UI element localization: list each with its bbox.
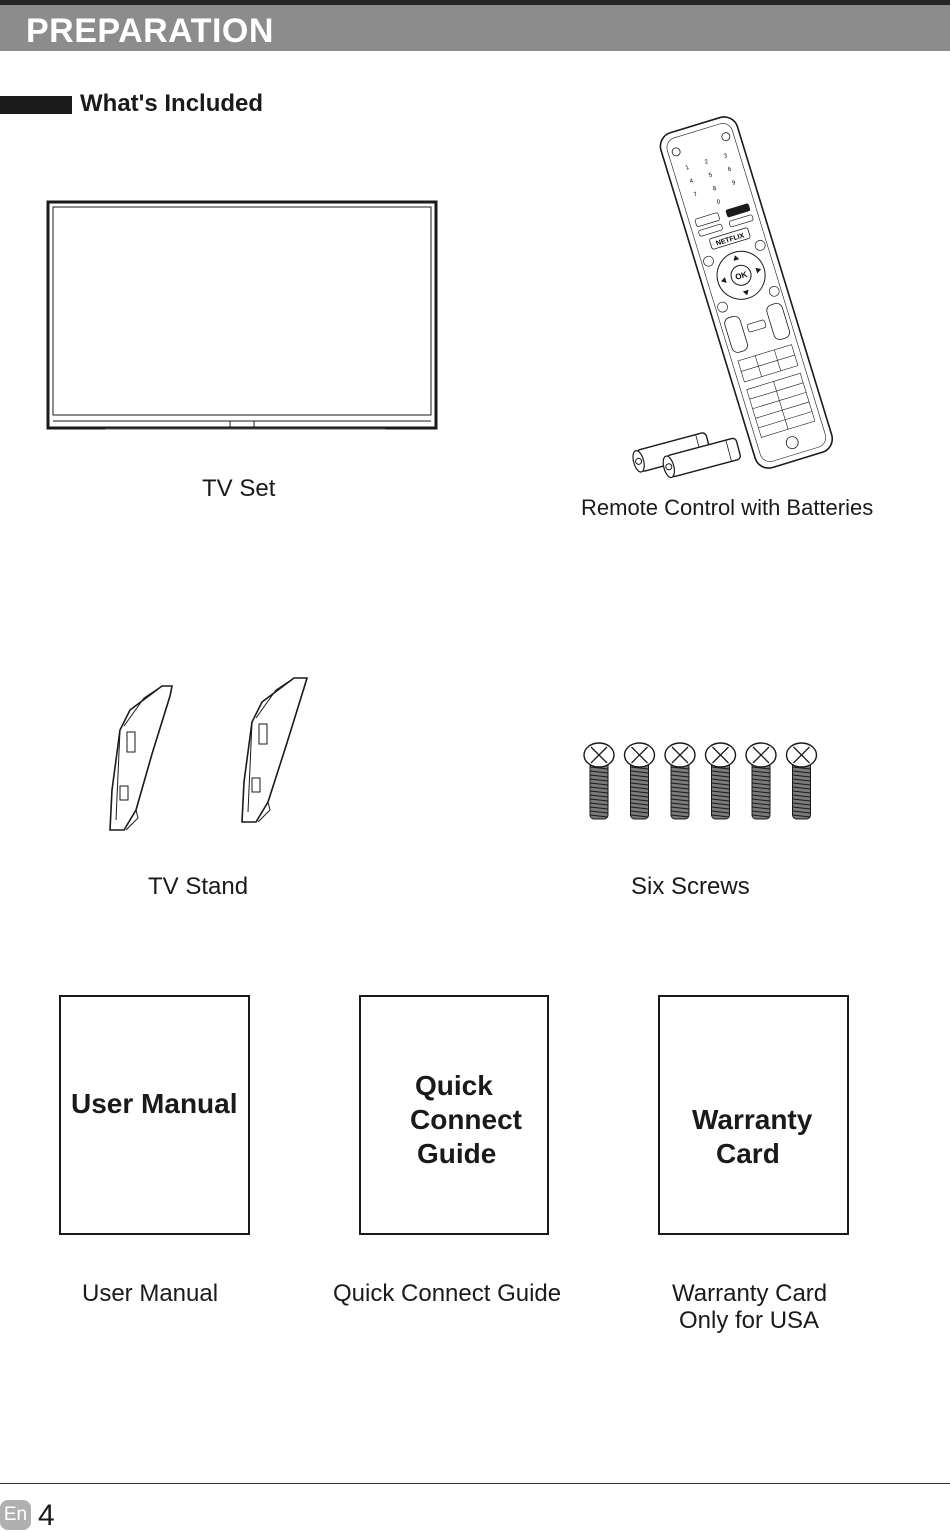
screw-2 [625, 743, 655, 819]
screws-illustration [575, 735, 825, 825]
ok-label: OK [734, 269, 749, 282]
key-0: 0 [716, 199, 722, 206]
netflix-label: NETFLIX [715, 232, 746, 248]
warranty-caption-line-1: Warranty Card [672, 1280, 828, 1307]
screw-6 [787, 743, 817, 819]
quick-guide-cover-line-1: Quick [415, 1070, 493, 1101]
tv-stand-caption: TV Stand [148, 873, 249, 900]
page-title: PREPARATION [26, 12, 274, 50]
section-marker [0, 96, 72, 114]
key-2: 2 [704, 159, 710, 166]
key-5: 5 [708, 172, 714, 180]
tv-set-caption: TV Set [202, 475, 276, 502]
stand-leg-right [242, 678, 307, 822]
remote-illustration [615, 110, 880, 480]
language-badge: En [0, 1500, 31, 1530]
key-3: 3 [723, 153, 729, 160]
key-9: 9 [731, 180, 737, 187]
key-7: 7 [693, 191, 699, 199]
screw-3 [665, 743, 695, 819]
tv-set-illustration [40, 195, 450, 440]
screw-4 [706, 743, 736, 819]
user-manual-cover-text: User Manual [71, 1088, 238, 1119]
key-4: 4 [689, 178, 695, 186]
section-title: What's Included [80, 90, 264, 117]
warranty-cover-line-2: Card [716, 1138, 780, 1169]
quick-guide-booklet [359, 995, 549, 1235]
screw-5 [746, 743, 776, 819]
stand-leg-left [110, 686, 172, 830]
page-number: 4 [38, 1499, 55, 1532]
remote-caption: Remote Control with Batteries [581, 495, 874, 520]
warranty-cover-line-1: Warranty [692, 1104, 813, 1135]
tv-stand-illustration [100, 670, 320, 840]
user-manual-booklet [59, 995, 250, 1235]
key-8: 8 [712, 185, 718, 193]
quick-guide-cover-line-3: Guide [417, 1138, 497, 1169]
screw-1 [584, 743, 614, 819]
warranty-card-booklet [658, 995, 849, 1235]
warranty-caption-line-2: Only for USA [679, 1307, 820, 1334]
quick-guide-cover-line-2: Connect [410, 1104, 522, 1135]
user-manual-caption: User Manual [82, 1280, 219, 1307]
footer-rule [0, 1483, 950, 1484]
quick-guide-caption: Quick Connect Guide [333, 1280, 562, 1307]
key-1: 1 [684, 164, 690, 172]
key-6: 6 [727, 166, 733, 174]
screws-caption: Six Screws [631, 873, 750, 900]
